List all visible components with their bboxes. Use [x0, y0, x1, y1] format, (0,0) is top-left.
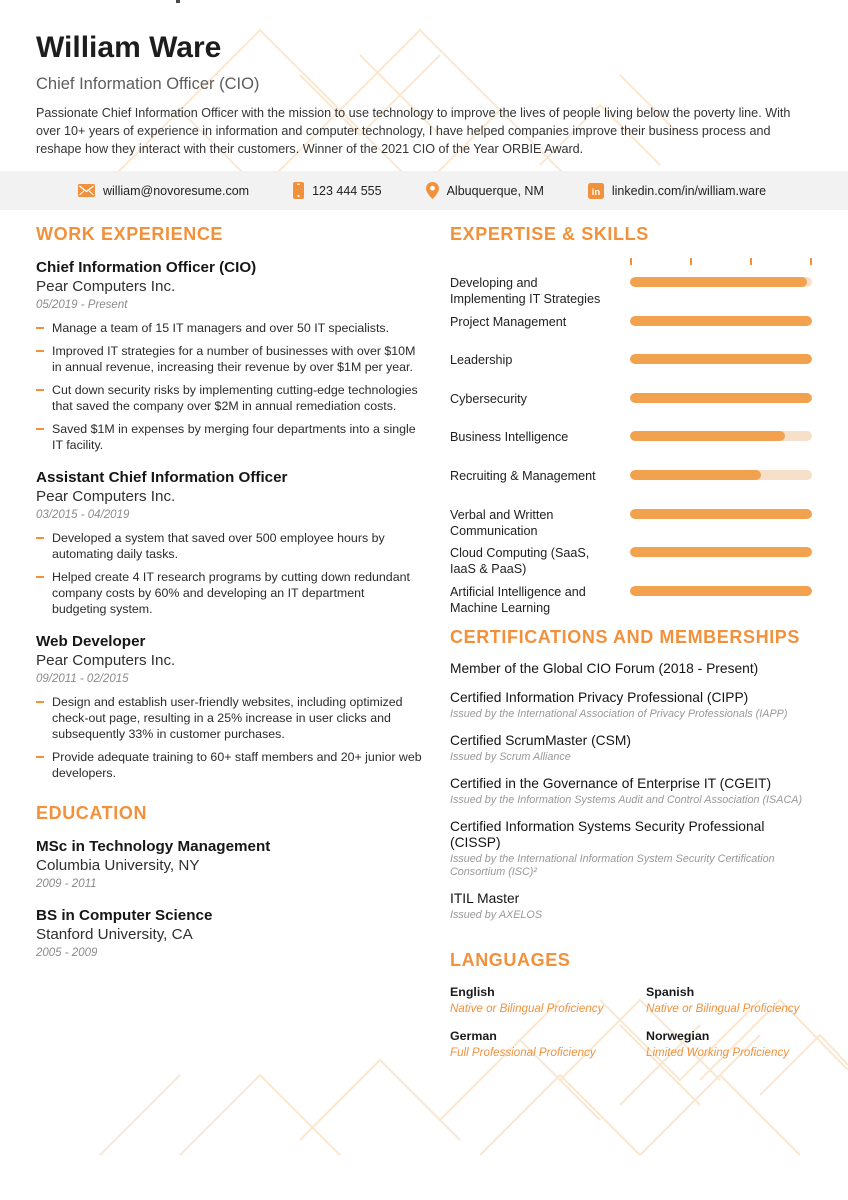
language-name: Norwegian: [646, 1029, 710, 1043]
membership-line: Member of the Global CIO Forum (2018 - Present): [450, 661, 759, 676]
education-entry: [36, 906, 422, 959]
bullet-dash-icon: [36, 327, 44, 329]
skill-bar-fill: [630, 277, 807, 287]
bullet-text: Manage a team of 15 IT managers and over 50 IT specialists.: [52, 321, 390, 335]
skill-label: Artificial Intelligence and Machine Learning: [450, 584, 586, 615]
language-entry: [646, 1028, 812, 1060]
certification-title: Certified in the Governance of Enterprise IT (CGEIT): [450, 776, 772, 791]
bullet-text: Design and establish user-friendly websites, including optimized check-out page, resulting in a 25% increase in user clicks and subsequently 33% in customer purchases.: [52, 695, 403, 741]
job-entry: [36, 258, 422, 453]
certification-issuer: Issued by the International Information System Security Certification Consortium (ISC)²: [450, 853, 775, 878]
certification-title: Certified ScrumMaster (CSM): [450, 733, 631, 748]
education-heading: EDUCATION: [36, 803, 148, 823]
language-name: English: [450, 985, 495, 999]
skill-row: [450, 584, 812, 616]
skill-label: Project Management: [450, 314, 567, 329]
job-company: Pear Computers Inc.: [36, 278, 176, 295]
language-name: Spanish: [646, 985, 695, 999]
contact-location[interactable]: [426, 182, 544, 199]
contact-email[interactable]: [78, 184, 249, 198]
job-bullet: [36, 569, 422, 617]
languages-grid: [450, 984, 812, 1060]
skill-bar-fill: [630, 354, 812, 364]
education-dates: 2005 - 2009: [36, 947, 98, 959]
contact-bar: [0, 171, 848, 210]
certification-title: ITIL Master: [450, 891, 520, 906]
bullet-dash-icon: [36, 756, 44, 758]
skill-label: Verbal and Written Communication: [450, 507, 554, 538]
language-name: German: [450, 1029, 497, 1043]
contact-linkedin-text: linkedin.com/in/william.ware: [611, 183, 767, 198]
bullet-dash-icon: [36, 701, 44, 703]
language-proficiency: Native or Bilingual Proficiency: [646, 1002, 800, 1015]
certification-entry: [450, 733, 812, 764]
location-pin-icon: [426, 182, 439, 199]
skill-label: Recruiting & Management: [450, 469, 596, 483]
job-dates: 09/2011 - 02/2015: [36, 673, 129, 685]
svg-text:in: in: [591, 186, 601, 198]
job-title: Web Developer: [36, 633, 146, 650]
skill-row: [450, 507, 812, 539]
skill-bar-fill: [630, 586, 812, 596]
skill-bar: [630, 354, 812, 364]
job-bullet: [36, 749, 422, 781]
language-proficiency: Native or Bilingual Proficiency: [450, 1002, 604, 1015]
bullet-dash-icon: [36, 576, 44, 578]
job-entry: [36, 468, 422, 617]
skill-row: [450, 468, 812, 484]
bullet-text: Saved $1M in expenses by merging four departments into a single IT facility.: [52, 422, 416, 452]
bullet-dash-icon: [36, 537, 44, 539]
bullet-dash-icon: [36, 350, 44, 352]
skill-label: Cloud Computing (SaaS, IaaS & PaaS): [450, 546, 590, 577]
contact-phone-text: 123 444 555: [312, 183, 382, 198]
bullet-text: Helped create 4 IT research programs by cutting down redundant company costs by 60% and developing an IT department budgeting system.: [52, 570, 410, 616]
certification-issuer: Issued by the Information Systems Audit and Control Association (ISACA): [450, 794, 803, 806]
certification-entry: [450, 819, 812, 879]
education-dates: 2009 - 2011: [36, 878, 97, 890]
language-proficiency: Limited Working Proficiency: [646, 1046, 790, 1059]
skill-scale-ticks: [630, 258, 812, 265]
skill-bar: [630, 316, 812, 326]
scale-tick: [750, 258, 752, 265]
language-entry: [646, 984, 812, 1016]
certification-title: Certified Information Systems Security Professional (CISSP): [450, 819, 765, 850]
skills-heading: EXPERTISE & SKILLS: [450, 224, 649, 244]
scale-tick: [690, 258, 692, 265]
education-school: Columbia University, NY: [36, 857, 200, 874]
skill-row: [450, 352, 812, 368]
skill-bar-fill: [630, 470, 761, 480]
language-entry: [450, 984, 646, 1016]
skill-row: [450, 275, 812, 307]
phone-icon: [293, 182, 304, 199]
skill-bar-fill: [630, 431, 785, 441]
job-bullet: [36, 382, 422, 414]
job-dates: 03/2015 - 04/2019: [36, 509, 130, 521]
skill-bar: [630, 431, 812, 441]
job-bullet: [36, 320, 422, 336]
job-entry: [36, 632, 422, 781]
skill-label: Developing and Implementing IT Strategies: [450, 276, 601, 306]
job-bullet: [36, 421, 422, 453]
skill-bar-fill: [630, 509, 812, 519]
skill-bar: [630, 509, 812, 519]
email-icon: [78, 184, 95, 197]
education-section: [36, 803, 422, 959]
certification-issuer: Issued by the International Association of Privacy Professionals (IAPP): [450, 708, 788, 720]
certification-entry: [450, 891, 812, 922]
bullet-dash-icon: [36, 428, 44, 430]
certifications-section: [450, 627, 812, 922]
skill-bar-fill: [630, 316, 812, 326]
skill-row: [450, 429, 812, 445]
certification-entry: [450, 690, 812, 721]
languages-section: [450, 950, 812, 1060]
job-title: Chief Information Officer (CIO): [36, 259, 257, 276]
education-entry: [36, 837, 422, 890]
skill-label: Business Intelligence: [450, 430, 569, 445]
job-bullet: [36, 694, 422, 742]
skill-bar: [630, 393, 812, 403]
skill-label: Leadership: [450, 353, 513, 368]
certification-issuer: Issued by Scrum Alliance: [450, 751, 571, 763]
right-column: [450, 224, 812, 1060]
job-dates: 05/2019 - Present: [36, 299, 128, 311]
skill-bar: [630, 547, 812, 557]
bullet-text: Provide adequate training to 60+ staff members and 20+ junior web developers.: [52, 750, 422, 780]
job-bullet: [36, 530, 422, 562]
candidate-title: Chief Information Officer (CIO): [36, 75, 260, 93]
skill-row: [450, 545, 812, 577]
bullet-dash-icon: [36, 389, 44, 391]
certification-entry: [450, 776, 812, 807]
job-title: Assistant Chief Information Officer: [36, 469, 288, 486]
contact-phone[interactable]: [293, 182, 382, 199]
linkedin-icon: [588, 183, 604, 199]
skills-list: [450, 275, 812, 627]
education-school: Stanford University, CA: [36, 926, 193, 943]
skill-bar: [630, 470, 812, 480]
certification-title: Certified Information Privacy Professional (CIPP): [450, 690, 749, 705]
work-experience-heading: WORK EXPERIENCE: [36, 224, 224, 244]
profile-summary: Passionate Chief Information Officer with the mission to use technology to improve the lives of people living below the poverty line. With over 10+ years of experience in information and computer technology, I have helped companies improve their business process and reshape how they interact with their customers. Winner of the 2021 CIO of the Year ORBIE Award.: [36, 106, 791, 156]
contact-location-text: Albuquerque, NM: [446, 183, 544, 198]
scale-tick: [630, 258, 632, 265]
certifications-heading: CERTIFICATIONS AND MEMBERSHIPS: [450, 627, 801, 647]
education-degree: MSc in Technology Management: [36, 838, 271, 855]
skill-row: [450, 391, 812, 407]
languages-heading: LANGUAGES: [450, 950, 571, 970]
skill-label: Cybersecurity: [450, 391, 527, 406]
skill-row: [450, 314, 812, 330]
contact-linkedin[interactable]: [588, 183, 766, 199]
scale-tick: [810, 258, 812, 265]
language-proficiency: Full Professional Proficiency: [450, 1046, 596, 1059]
skill-bar: [630, 277, 812, 287]
job-company: Pear Computers Inc.: [36, 652, 176, 669]
contact-email-text: william@novoresume.com: [103, 183, 250, 198]
skill-bar: [630, 586, 812, 596]
bullet-text: Improved IT strategies for a number of businesses with over $10M in annual revenue, increasing their revenue by over $1M per year.: [52, 344, 416, 374]
certification-issuer: Issued by AXELOS: [450, 909, 543, 921]
job-bullet: [36, 343, 422, 375]
left-column: [36, 224, 422, 975]
bullet-text: Developed a system that saved over 500 employee hours by automating daily tasks.: [52, 531, 385, 561]
header: [0, 0, 848, 158]
bullet-text: Cut down security risks by implementing cutting-edge technologies that saved the company over $2M in annual remediation costs.: [52, 383, 418, 413]
job-company: Pear Computers Inc.: [36, 488, 176, 505]
candidate-name: William Ware: [36, 31, 222, 64]
skill-bar-fill: [630, 393, 812, 403]
skill-bar-fill: [630, 547, 812, 557]
education-degree: BS in Computer Science: [36, 907, 213, 924]
language-entry: [450, 1028, 646, 1060]
